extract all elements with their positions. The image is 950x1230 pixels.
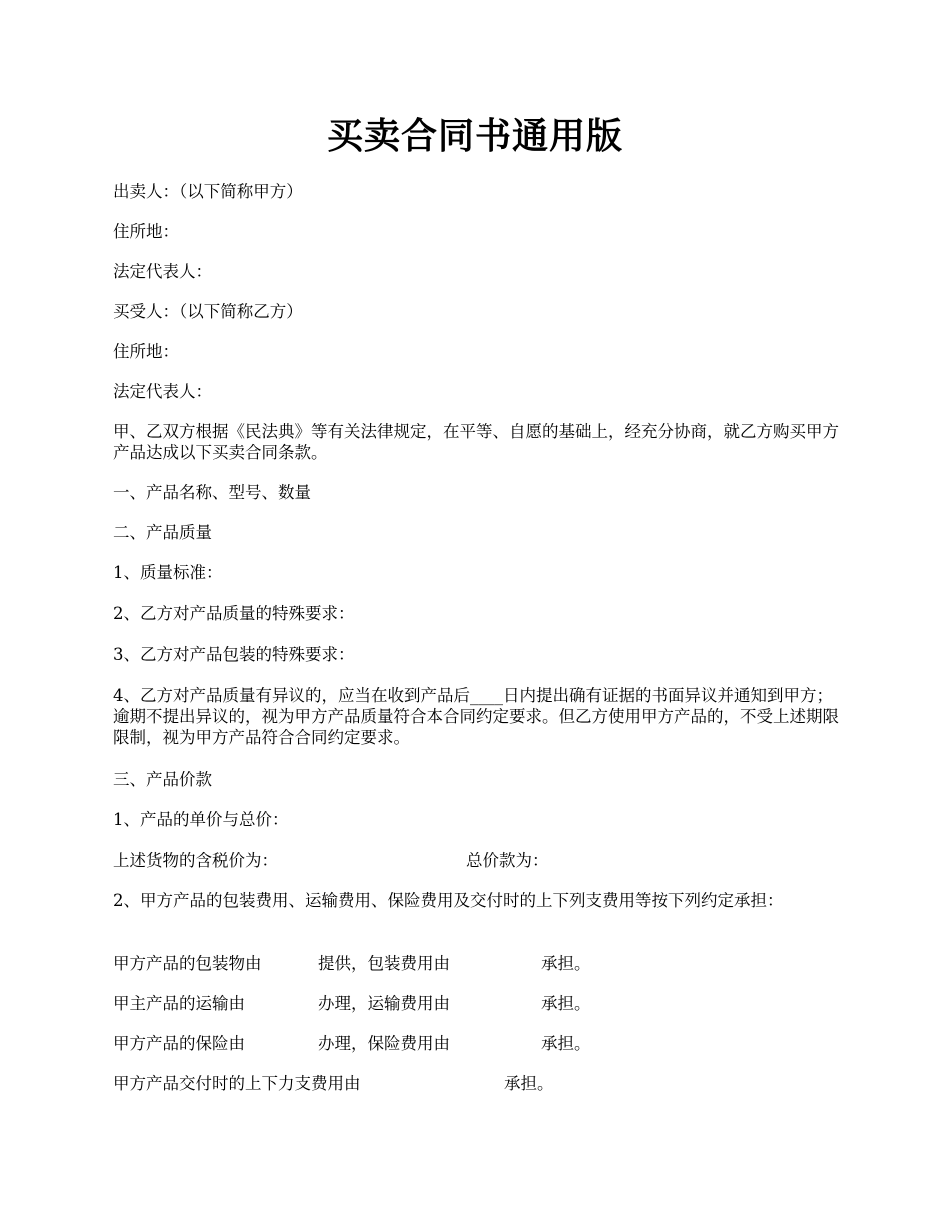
insurance-text-c: 承担。 [541,1034,591,1053]
preamble-paragraph: 甲、乙双方根据《民法典》等有关法律规定，在平等、自愿的基础上，经充分协商，就乙方购买甲方产品达成以下买卖合同条款。 [113,422,839,462]
unit-total-price-item: 1、产品的单价与总价： [113,810,289,829]
section-3-heading: 三、产品价款 [113,770,212,789]
packaging-text-a: 甲方产品的包装物由 [113,954,262,973]
quality-standard-item: 1、质量标准： [113,563,223,582]
document-title: 买卖合同书通用版 [326,115,623,157]
transport-row [113,993,843,1014]
insurance-text-b: 办理，保险费用由 [318,1034,450,1053]
delivery-row [113,1073,843,1094]
total-price-label: 总价款为： [466,851,549,870]
buyer-address: 住所地： [113,342,179,361]
delivery-text-a: 甲方产品交付时的上下力支费用由 [113,1074,361,1093]
buyer-representative: 法定代表人： [113,382,212,401]
insurance-row [113,1033,843,1054]
packaging-text-b: 提供，包装费用由 [318,954,450,973]
transport-text-b: 办理，运输费用由 [318,994,450,1013]
section-1-heading: 一、产品名称、型号、数量 [113,483,311,502]
seller-representative: 法定代表人： [113,262,212,281]
section-2-heading: 二、产品质量 [113,523,212,542]
seller-address: 住所地： [113,222,179,241]
price-row [113,850,843,871]
transport-text-c: 承担。 [541,994,591,1013]
delivery-text-b: 承担。 [504,1074,554,1093]
packaging-text-c: 承担。 [541,954,591,973]
buyer-line: 买受人：（以下简称乙方） [113,302,303,321]
insurance-text-a: 甲方产品的保险由 [113,1034,245,1053]
tax-inclusive-price-label: 上述货物的含税价为： [113,851,278,870]
transport-text-a: 甲主产品的运输由 [113,994,245,1013]
seller-line: 出卖人：（以下简称甲方） [113,182,303,201]
expense-allocation-item: 2、甲方产品的包装费用、运输费用、保险费用及交付时的上下列支费用等按下列约定承担： [113,891,784,910]
packaging-requirement-item: 3、乙方对产品包装的特殊要求： [113,645,355,664]
quality-requirement-item: 2、乙方对产品质量的特殊要求： [113,604,355,623]
packaging-row [113,953,843,974]
quality-objection-item: 4、乙方对产品质量有异议的，应当在收到产品后____日内提出确有证据的书面异议并通知到甲方；逾期不提出异议的，视为甲方产品质量符合本合同约定要求。但乙方使用甲方产品的，不受上述期限限制，视为甲方产品符合合同约定要求。 [113,686,839,747]
